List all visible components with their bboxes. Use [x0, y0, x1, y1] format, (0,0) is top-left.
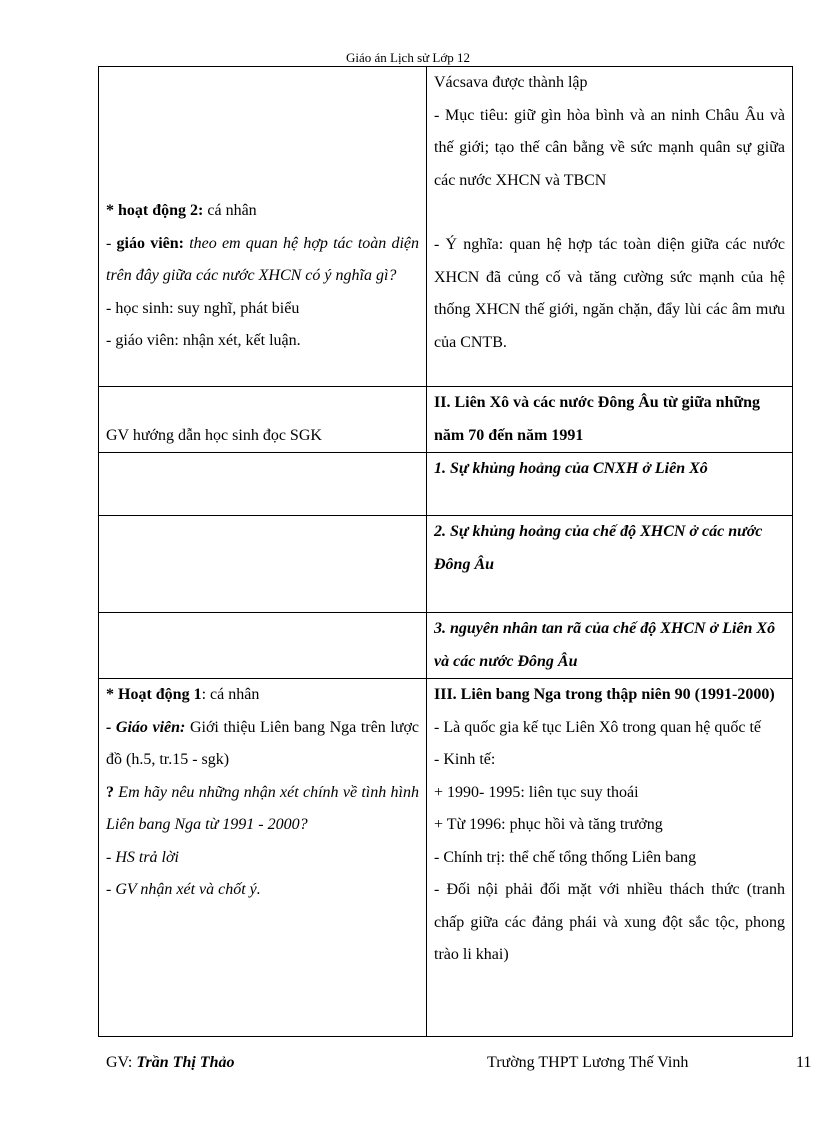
- table-row: [99, 516, 793, 613]
- content-cell: [427, 613, 793, 679]
- content-line: - Chính trị: thể chế tổng thống Liên bang: [434, 848, 697, 866]
- teacher-conclude-line: - GV nhận xét và chốt ý.: [106, 881, 261, 898]
- section-heading: II. Liên Xô và các nước Đông Âu từ giữa những năm 70 đến năm 1991: [434, 394, 760, 444]
- table-row: [99, 613, 793, 679]
- activity-cell: [99, 453, 427, 516]
- student-line: - HS trả lời: [106, 848, 179, 866]
- teacher-name: Trần Thị Thảo: [136, 1054, 235, 1071]
- question-paragraph: ? Em hãy nêu những nhận xét chính về tình hình Liên bang Nga từ 1991 - 2000?: [106, 783, 419, 833]
- table-row: [99, 387, 793, 453]
- section-heading: III. Liên bang Nga trong thập niên 90 (1991-2000): [434, 686, 775, 703]
- content-line: - Đối nội phải đối mặt với nhiều thách thức (tranh chấp giữa các đảng phái và xung đột sắc tộc, phong trào li khai): [434, 881, 785, 963]
- activity-line: * Hoạt động 1: cá nhân: [106, 686, 260, 703]
- teacher-question: - giáo viên: theo em quan hệ hợp tác toàn diện trên đây giữa các nước XHCN có ý nghĩa gì?: [106, 234, 420, 284]
- content-line: Vácsava được thành lập: [434, 74, 588, 91]
- table-row: [99, 67, 793, 387]
- school-name: Trường THPT Lương Thế Vinh: [487, 1054, 689, 1071]
- content-line: - Kinh tế:: [434, 751, 496, 768]
- instruction-line: GV hướng dẫn học sinh đọc SGK: [106, 426, 322, 444]
- page-number: 11: [796, 1054, 812, 1071]
- activity-cell: [99, 67, 427, 387]
- content-cell: [427, 679, 793, 1037]
- meaning-paragraph: - Ý nghĩa: quan hệ hợp tác toàn diện giữa các nước XHCN đã củng cố và tăng cường sức mạnh của hệ thống XHCN thế giới, ngăn chặn, đẩy lùi các âm mưu của CNTB.: [434, 236, 785, 351]
- activity-line: * hoạt động 2: cá nhân: [106, 202, 257, 219]
- table-row: [99, 453, 793, 516]
- teacher-intro: - Giáo viên: Giới thiệu Liên bang Nga trên lược đồ (h.5, tr.15 - sgk): [106, 718, 420, 768]
- content-cell: [427, 387, 793, 453]
- teacher-credit: GV: Trần Thị Thảo: [106, 1054, 235, 1071]
- student-line: - học sinh: suy nghĩ, phát biểu: [106, 299, 300, 317]
- activity-cell: [99, 516, 427, 613]
- activity-cell: [99, 679, 427, 1037]
- activity-cell: [99, 613, 427, 679]
- content-line: + 1990- 1995: liên tục suy thoái: [434, 783, 639, 801]
- lesson-table: [98, 66, 793, 1037]
- page-footer: [0, 1054, 816, 1076]
- content-cell: [427, 516, 793, 613]
- content-line: - Là quốc gia kế tục Liên Xô trong quan hệ quốc tế: [434, 718, 761, 736]
- subsection-heading: 1. Sự khủng hoảng của CNXH ở Liên Xô: [434, 460, 708, 477]
- activity-cell: [99, 387, 427, 453]
- goal-paragraph: - Mục tiêu: giữ gìn hòa bình và an ninh Châu Âu và thế giới; tạo thế cân bằng về sức mạnh quân sự giữa các nước XHCN và TBCN: [434, 106, 785, 189]
- page-header: Giáo án Lịch sử Lớp 12: [345, 50, 471, 65]
- content-line: + Từ 1996: phục hồi và tăng trưởng: [434, 816, 663, 833]
- table-row: [99, 679, 793, 1037]
- teacher-conclude-line: - giáo viên: nhận xét, kết luận.: [106, 332, 301, 349]
- content-cell: [427, 453, 793, 516]
- subsection-heading: 2. Sự khủng hoảng của chế độ XHCN ở các nước Đông Âu: [434, 523, 763, 573]
- content-cell: [427, 67, 793, 387]
- subsection-heading: 3. nguyên nhân tan rã của chế độ XHCN ở Liên Xô và các nước Đông Âu: [434, 620, 776, 670]
